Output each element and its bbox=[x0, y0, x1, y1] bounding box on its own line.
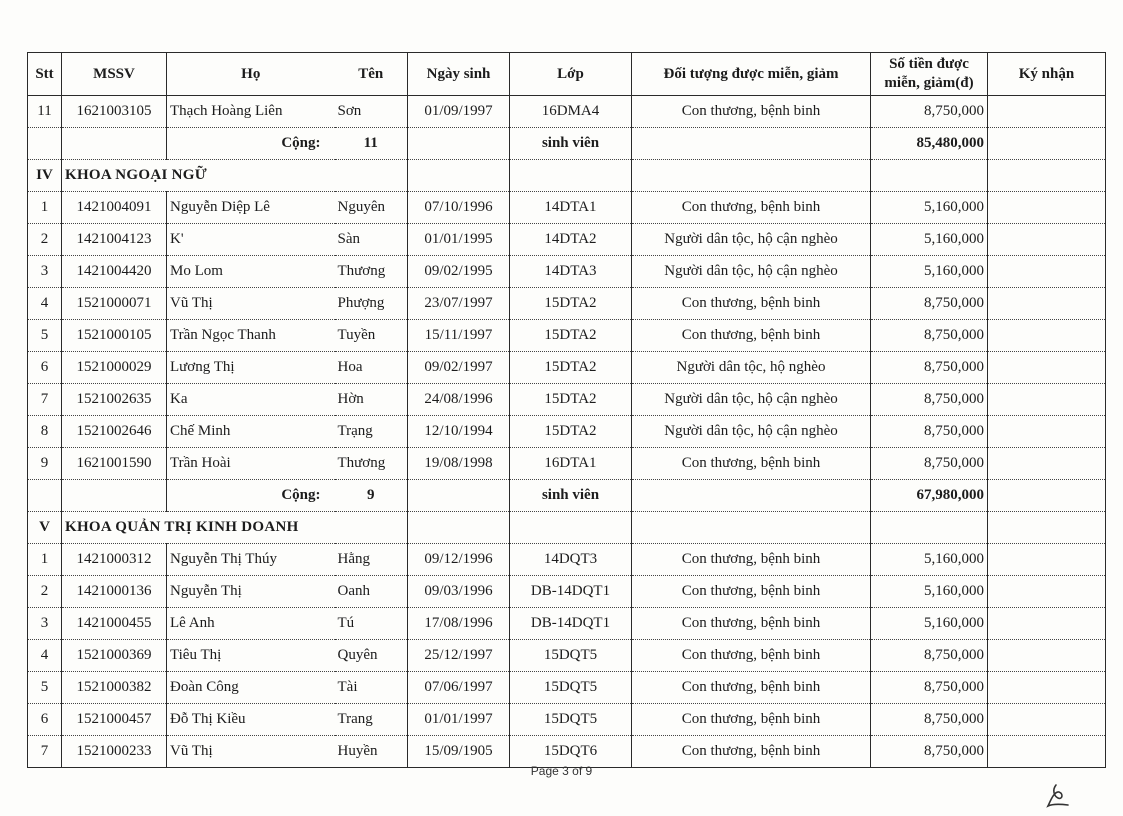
table-row bbox=[28, 192, 1106, 224]
so-tien-cell: 5,160,000 bbox=[871, 544, 988, 576]
lop-cell: 14DTA3 bbox=[510, 256, 632, 288]
so-tien-cell: 8,750,000 bbox=[871, 640, 988, 672]
mssv-cell: 1421004091 bbox=[62, 192, 167, 224]
table-row bbox=[28, 736, 1106, 768]
ky-nhan-cell bbox=[988, 256, 1106, 288]
ngay-sinh-cell: 17/08/1996 bbox=[408, 608, 510, 640]
lop-cell: 15DTA2 bbox=[510, 288, 632, 320]
ten-cell: Tuyền bbox=[335, 320, 408, 352]
ky-nhan-cell bbox=[988, 352, 1106, 384]
ngay-sinh-cell: 12/10/1994 bbox=[408, 416, 510, 448]
ten-cell: Nguyên bbox=[335, 192, 408, 224]
stt-cell: 2 bbox=[28, 576, 62, 608]
ho-cell: Ka bbox=[167, 384, 335, 416]
ky-nhan-cell bbox=[988, 96, 1106, 128]
mssv-cell: 1521000105 bbox=[62, 320, 167, 352]
stt-cell: 2 bbox=[28, 224, 62, 256]
total-blank-cell bbox=[408, 480, 510, 512]
total-blank-cell bbox=[62, 480, 167, 512]
section-blank-cell bbox=[871, 160, 988, 192]
stt-cell: 11 bbox=[28, 96, 62, 128]
header-ngay-sinh: Ngày sinh bbox=[408, 53, 510, 96]
ho-cell: Đỗ Thị Kiều bbox=[167, 704, 335, 736]
ky-nhan-cell bbox=[988, 384, 1106, 416]
ten-cell: Oanh bbox=[335, 576, 408, 608]
handwritten-initial-mark bbox=[1042, 782, 1074, 810]
so-tien-cell: 8,750,000 bbox=[871, 320, 988, 352]
total-blank-cell bbox=[632, 480, 871, 512]
ten-cell: Phượng bbox=[335, 288, 408, 320]
mssv-cell: 1421000455 bbox=[62, 608, 167, 640]
doi-tuong-cell: Con thương, bệnh binh bbox=[632, 96, 871, 128]
doi-tuong-cell: Người dân tộc, hộ cận nghèo bbox=[632, 384, 871, 416]
ngay-sinh-cell: 25/12/1997 bbox=[408, 640, 510, 672]
table-row bbox=[28, 416, 1106, 448]
ten-cell: Hờn bbox=[335, 384, 408, 416]
lop-cell: 15DQT5 bbox=[510, 704, 632, 736]
ky-nhan-cell bbox=[988, 544, 1106, 576]
mssv-cell: 1421000312 bbox=[62, 544, 167, 576]
ho-cell: Nguyễn Diệp Lê bbox=[167, 192, 335, 224]
stt-cell: 4 bbox=[28, 640, 62, 672]
ho-cell: Vũ Thị bbox=[167, 288, 335, 320]
total-amount: 67,980,000 bbox=[871, 480, 988, 512]
stt-cell: 6 bbox=[28, 352, 62, 384]
total-blank-cell bbox=[28, 480, 62, 512]
mssv-cell: 1421004420 bbox=[62, 256, 167, 288]
section-blank-cell bbox=[988, 512, 1106, 544]
section-blank-cell bbox=[408, 512, 510, 544]
total-amount: 85,480,000 bbox=[871, 128, 988, 160]
ten-cell: Sơn bbox=[335, 96, 408, 128]
header-lop: Lớp bbox=[510, 53, 632, 96]
ky-nhan-cell bbox=[988, 640, 1106, 672]
section-blank-cell bbox=[632, 160, 871, 192]
lop-cell: DB-14DQT1 bbox=[510, 608, 632, 640]
total-label: Cộng: bbox=[167, 480, 335, 512]
ten-cell: Thương bbox=[335, 448, 408, 480]
ho-cell: Vũ Thị bbox=[167, 736, 335, 768]
so-tien-cell: 8,750,000 bbox=[871, 448, 988, 480]
doi-tuong-cell: Con thương, bệnh binh bbox=[632, 736, 871, 768]
so-tien-cell: 8,750,000 bbox=[871, 736, 988, 768]
mssv-cell: 1421000136 bbox=[62, 576, 167, 608]
ho-cell: Chế Minh bbox=[167, 416, 335, 448]
ky-nhan-cell bbox=[988, 576, 1106, 608]
ky-nhan-cell bbox=[988, 672, 1106, 704]
stt-cell: 3 bbox=[28, 608, 62, 640]
ky-nhan-cell bbox=[988, 704, 1106, 736]
stt-cell: 1 bbox=[28, 544, 62, 576]
mssv-cell: 1521002635 bbox=[62, 384, 167, 416]
section-blank-cell bbox=[510, 512, 632, 544]
total-unit: sinh viên bbox=[510, 480, 632, 512]
doi-tuong-cell: Con thương, bệnh binh bbox=[632, 544, 871, 576]
total-blank-cell bbox=[408, 128, 510, 160]
mssv-cell: 1521000233 bbox=[62, 736, 167, 768]
ho-cell: Mo Lom bbox=[167, 256, 335, 288]
section-title: KHOA NGOẠI NGỮ bbox=[62, 160, 408, 192]
ky-nhan-cell bbox=[988, 224, 1106, 256]
ngay-sinh-cell: 07/10/1996 bbox=[408, 192, 510, 224]
header-ky-nhan: Ký nhận bbox=[988, 53, 1106, 96]
section-number: V bbox=[28, 512, 62, 544]
lop-cell: 14DTA2 bbox=[510, 224, 632, 256]
mssv-cell: 1421004123 bbox=[62, 224, 167, 256]
table-row bbox=[28, 384, 1106, 416]
table-row bbox=[28, 224, 1106, 256]
lop-cell: 15DQT6 bbox=[510, 736, 632, 768]
stt-cell: 3 bbox=[28, 256, 62, 288]
ten-cell: Tài bbox=[335, 672, 408, 704]
lop-cell: 16DTA1 bbox=[510, 448, 632, 480]
ky-nhan-cell bbox=[988, 448, 1106, 480]
ten-cell: Sàn bbox=[335, 224, 408, 256]
total-blank-cell bbox=[632, 128, 871, 160]
stt-cell: 5 bbox=[28, 672, 62, 704]
stt-cell: 1 bbox=[28, 192, 62, 224]
ngay-sinh-cell: 07/06/1997 bbox=[408, 672, 510, 704]
ten-cell: Huyền bbox=[335, 736, 408, 768]
so-tien-cell: 8,750,000 bbox=[871, 352, 988, 384]
so-tien-cell: 5,160,000 bbox=[871, 192, 988, 224]
ho-cell: Tiêu Thị bbox=[167, 640, 335, 672]
so-tien-cell: 8,750,000 bbox=[871, 704, 988, 736]
ky-nhan-cell bbox=[988, 288, 1106, 320]
ho-cell: K' bbox=[167, 224, 335, 256]
stt-cell: 5 bbox=[28, 320, 62, 352]
table-body bbox=[28, 96, 1106, 768]
student-fee-table bbox=[27, 52, 1106, 768]
total-count: 9 bbox=[335, 480, 408, 512]
ten-cell: Tú bbox=[335, 608, 408, 640]
ky-nhan-cell bbox=[988, 608, 1106, 640]
so-tien-cell: 8,750,000 bbox=[871, 384, 988, 416]
lop-cell: 15DQT5 bbox=[510, 640, 632, 672]
table-row bbox=[28, 640, 1106, 672]
table-row bbox=[28, 288, 1106, 320]
total-unit: sinh viên bbox=[510, 128, 632, 160]
header-doi-tuong: Đối tượng được miễn, giảm bbox=[632, 53, 871, 96]
doi-tuong-cell: Con thương, bệnh binh bbox=[632, 704, 871, 736]
mssv-cell: 1521000369 bbox=[62, 640, 167, 672]
table-row bbox=[28, 448, 1106, 480]
table-header bbox=[28, 53, 1106, 96]
ten-cell: Trạng bbox=[335, 416, 408, 448]
ngay-sinh-cell: 15/11/1997 bbox=[408, 320, 510, 352]
ho-cell: Lương Thị bbox=[167, 352, 335, 384]
lop-cell: 15DTA2 bbox=[510, 352, 632, 384]
doi-tuong-cell: Người dân tộc, hộ cận nghèo bbox=[632, 416, 871, 448]
section-row bbox=[28, 160, 1106, 192]
total-count: 11 bbox=[335, 128, 408, 160]
table-row bbox=[28, 544, 1106, 576]
table-row bbox=[28, 704, 1106, 736]
stt-cell: 7 bbox=[28, 736, 62, 768]
doi-tuong-cell: Người dân tộc, hộ nghèo bbox=[632, 352, 871, 384]
lop-cell: 14DQT3 bbox=[510, 544, 632, 576]
ky-nhan-cell bbox=[988, 192, 1106, 224]
ky-nhan-cell bbox=[988, 736, 1106, 768]
ten-cell: Hằng bbox=[335, 544, 408, 576]
ngay-sinh-cell: 24/08/1996 bbox=[408, 384, 510, 416]
so-tien-cell: 5,160,000 bbox=[871, 256, 988, 288]
so-tien-cell: 5,160,000 bbox=[871, 576, 988, 608]
lop-cell: 16DMA4 bbox=[510, 96, 632, 128]
doi-tuong-cell: Con thương, bệnh binh bbox=[632, 192, 871, 224]
total-label: Cộng: bbox=[167, 128, 335, 160]
section-row bbox=[28, 512, 1106, 544]
mssv-cell: 1521000071 bbox=[62, 288, 167, 320]
ho-cell: Thạch Hoàng Liên bbox=[167, 96, 335, 128]
ten-cell: Quyên bbox=[335, 640, 408, 672]
lop-cell: 14DTA1 bbox=[510, 192, 632, 224]
ngay-sinh-cell: 15/09/1905 bbox=[408, 736, 510, 768]
doi-tuong-cell: Người dân tộc, hộ cận nghèo bbox=[632, 256, 871, 288]
mssv-cell: 1621001590 bbox=[62, 448, 167, 480]
header-mssv: MSSV bbox=[62, 53, 167, 96]
table-row bbox=[28, 608, 1106, 640]
table-row bbox=[28, 320, 1106, 352]
ngay-sinh-cell: 09/03/1996 bbox=[408, 576, 510, 608]
doi-tuong-cell: Con thương, bệnh binh bbox=[632, 320, 871, 352]
ngay-sinh-cell: 01/09/1997 bbox=[408, 96, 510, 128]
ky-nhan-cell bbox=[988, 480, 1106, 512]
ten-cell: Trang bbox=[335, 704, 408, 736]
ho-cell: Đoàn Công bbox=[167, 672, 335, 704]
ngay-sinh-cell: 09/02/1997 bbox=[408, 352, 510, 384]
doi-tuong-cell: Con thương, bệnh binh bbox=[632, 448, 871, 480]
ho-cell: Nguyễn Thị bbox=[167, 576, 335, 608]
stt-cell: 7 bbox=[28, 384, 62, 416]
so-tien-cell: 8,750,000 bbox=[871, 672, 988, 704]
section-title: KHOA QUẢN TRỊ KINH DOANH bbox=[62, 512, 408, 544]
mssv-cell: 1521002646 bbox=[62, 416, 167, 448]
ngay-sinh-cell: 23/07/1997 bbox=[408, 288, 510, 320]
section-blank-cell bbox=[988, 160, 1106, 192]
stt-cell: 6 bbox=[28, 704, 62, 736]
table-row bbox=[28, 576, 1106, 608]
section-number: IV bbox=[28, 160, 62, 192]
stt-cell: 9 bbox=[28, 448, 62, 480]
so-tien-cell: 5,160,000 bbox=[871, 224, 988, 256]
mssv-cell: 1521000382 bbox=[62, 672, 167, 704]
table-row bbox=[28, 672, 1106, 704]
lop-cell: 15DTA2 bbox=[510, 384, 632, 416]
lop-cell: 15DTA2 bbox=[510, 320, 632, 352]
ngay-sinh-cell: 09/12/1996 bbox=[408, 544, 510, 576]
so-tien-cell: 5,160,000 bbox=[871, 608, 988, 640]
ten-cell: Thương bbox=[335, 256, 408, 288]
header-ho: Họ bbox=[167, 53, 335, 96]
header-so-tien: Số tiền được miễn, giảm(đ) bbox=[871, 53, 988, 96]
lop-cell: 15DQT5 bbox=[510, 672, 632, 704]
so-tien-cell: 8,750,000 bbox=[871, 288, 988, 320]
ho-cell: Lê Anh bbox=[167, 608, 335, 640]
doi-tuong-cell: Con thương, bệnh binh bbox=[632, 672, 871, 704]
total-row bbox=[28, 128, 1106, 160]
section-blank-cell bbox=[408, 160, 510, 192]
ky-nhan-cell bbox=[988, 128, 1106, 160]
total-blank-cell bbox=[62, 128, 167, 160]
ten-cell: Hoa bbox=[335, 352, 408, 384]
table-row bbox=[28, 352, 1106, 384]
ngay-sinh-cell: 01/01/1995 bbox=[408, 224, 510, 256]
lop-cell: 15DTA2 bbox=[510, 416, 632, 448]
section-blank-cell bbox=[632, 512, 871, 544]
ho-cell: Nguyễn Thị Thúy bbox=[167, 544, 335, 576]
page-footer: Page 3 of 9 bbox=[530, 764, 593, 778]
doi-tuong-cell: Con thương, bệnh binh bbox=[632, 608, 871, 640]
mssv-cell: 1521000457 bbox=[62, 704, 167, 736]
total-row bbox=[28, 480, 1106, 512]
mssv-cell: 1521000029 bbox=[62, 352, 167, 384]
section-blank-cell bbox=[510, 160, 632, 192]
mssv-cell: 1621003105 bbox=[62, 96, 167, 128]
so-tien-cell: 8,750,000 bbox=[871, 416, 988, 448]
table-row bbox=[28, 96, 1106, 128]
ky-nhan-cell bbox=[988, 416, 1106, 448]
stt-cell: 8 bbox=[28, 416, 62, 448]
total-blank-cell bbox=[28, 128, 62, 160]
lop-cell: DB-14DQT1 bbox=[510, 576, 632, 608]
ky-nhan-cell bbox=[988, 320, 1106, 352]
doi-tuong-cell: Con thương, bệnh binh bbox=[632, 640, 871, 672]
ho-cell: Trần Ngọc Thanh bbox=[167, 320, 335, 352]
so-tien-cell: 8,750,000 bbox=[871, 96, 988, 128]
doi-tuong-cell: Người dân tộc, hộ cận nghèo bbox=[632, 224, 871, 256]
header-ten: Tên bbox=[335, 53, 408, 96]
table-row bbox=[28, 256, 1106, 288]
ngay-sinh-cell: 19/08/1998 bbox=[408, 448, 510, 480]
doi-tuong-cell: Con thương, bệnh binh bbox=[632, 288, 871, 320]
ngay-sinh-cell: 01/01/1997 bbox=[408, 704, 510, 736]
ho-cell: Trần Hoài bbox=[167, 448, 335, 480]
doi-tuong-cell: Con thương, bệnh binh bbox=[632, 576, 871, 608]
section-blank-cell bbox=[871, 512, 988, 544]
ngay-sinh-cell: 09/02/1995 bbox=[408, 256, 510, 288]
header-stt: Stt bbox=[28, 53, 62, 96]
stt-cell: 4 bbox=[28, 288, 62, 320]
